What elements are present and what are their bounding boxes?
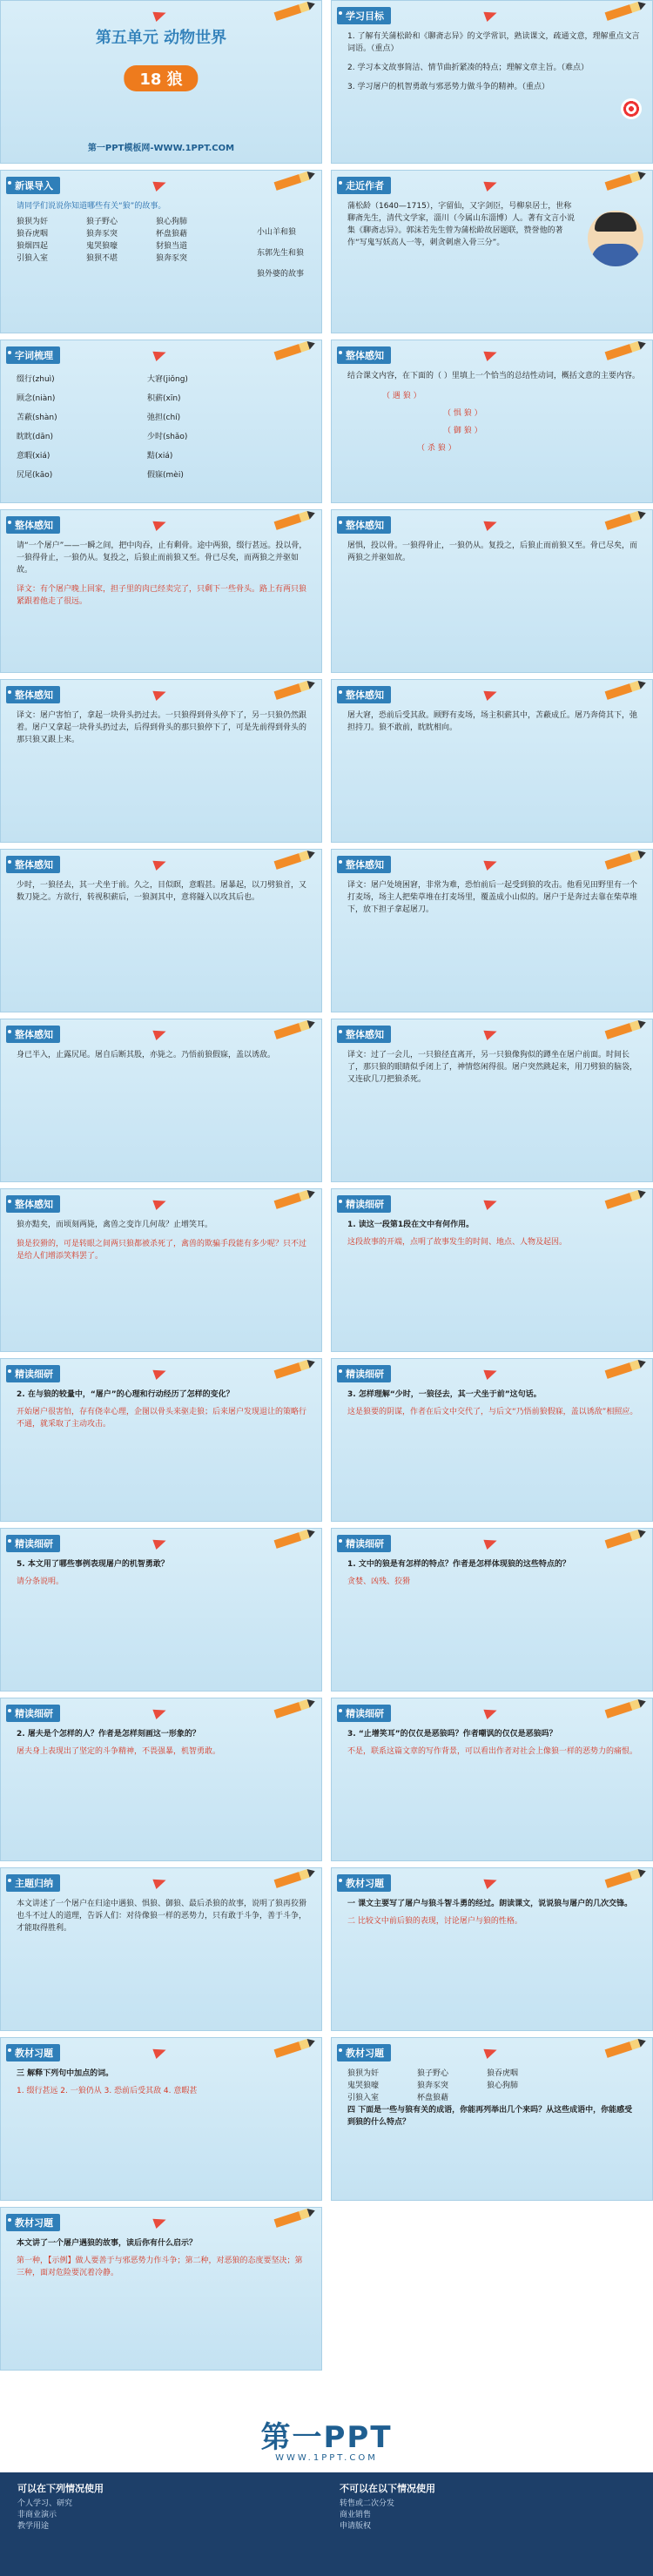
main-text: 译文：过了一会儿，一只狼径直离开，另一只狼像狗似的蹲坐在屠户前面。时间长了，那只狼的眼睛似乎闭上了，神情悠闲得很。屠户突然跳起来，用刀劈狼的脑袋，又连砍几刀把狼杀死。 xyxy=(347,1051,638,1084)
word-item: 黠(xiá) xyxy=(147,452,173,461)
slide-s12 xyxy=(331,849,653,1012)
footer-col-denied xyxy=(340,2481,627,2532)
question-text: 一 课文主要写了屠户与狼斗智斗勇的经过。朗读课文，说说狼与屠户的几次交锋。 xyxy=(347,1900,633,1908)
translation-text: 狼是狡猾的，可是转眼之间两只狼都被杀死了，禽兽的欺骗手段能有多少呢？只不过是给人们增添笑料罢了。 xyxy=(17,1240,307,1261)
idiom-item: 狼吞虎咽 xyxy=(17,230,49,239)
slide-body xyxy=(347,1219,640,1248)
slide-s17 xyxy=(0,1358,322,1522)
section-tag: 整体感知 xyxy=(337,346,391,364)
word-item: 假寐(mèi) xyxy=(147,471,184,480)
author-portrait xyxy=(588,211,643,266)
answer-text: 开始屠户很害怕，存有侥幸心理，企图以骨头来驱走狼；后来屠户发现退让的策略行不通，就采取了主动攻击。 xyxy=(17,1408,307,1429)
idiom-item: 杯盘狼藉 xyxy=(156,230,188,239)
section-tag: 字词梳理 xyxy=(6,346,60,364)
answer-text: 不是，联系这篇文章的写作背景，可以看出作者对社会上像狼一样的恶势力的痛恨。 xyxy=(347,1747,638,1756)
slide-s20 xyxy=(331,1528,653,1692)
slide-body xyxy=(347,2068,640,2134)
slide-body xyxy=(17,710,309,746)
question-text: 四 下面是一些与狼有关的成语，你能再列举出几个来吗？从这些成语中，你能感受到狼的什么特点？ xyxy=(347,2106,633,2127)
plot-node: （ 惧 狼 ） xyxy=(443,409,482,418)
idiom-item: 鬼哭狼嚎 xyxy=(347,2082,380,2090)
section-tag: 教材习题 xyxy=(337,1874,391,1892)
question-text: 2. 屠夫是个怎样的人？作者是怎样刻画这一形象的？ xyxy=(17,1730,200,1739)
slide-s24 xyxy=(331,1867,653,2031)
plot-node: （ 遇 狼 ） xyxy=(382,392,421,400)
main-text: 屠惧，投以骨。一狼得骨止，一狼仍从。复投之，后狼止而前狼又至。骨已尽矣，而两狼之并驱如故。 xyxy=(347,541,638,562)
footer-url[interactable]: WWW.1PPT.COM xyxy=(275,2453,378,2463)
slide-body xyxy=(347,200,576,249)
idiom-item: 狼子野心 xyxy=(86,218,118,226)
section-tag: 整体感知 xyxy=(6,686,60,703)
slide-cover xyxy=(0,0,322,164)
section-tag: 整体感知 xyxy=(337,516,391,534)
section-tag: 精读细研 xyxy=(6,1365,60,1382)
plot-nodes xyxy=(347,387,640,457)
section-tag: 精读细研 xyxy=(337,1535,391,1552)
slide-body xyxy=(347,1558,640,1588)
slide-body xyxy=(17,1219,309,1262)
slide-s14 xyxy=(331,1019,653,1182)
intro-text: 请同学们说说你知道哪些有关“狼”的故事。 xyxy=(17,202,166,211)
slide-background xyxy=(1,2038,321,2200)
answer-text: 这是狼要的阴谋，作者在后文中交代了，与后文“乃悟前狼假寐，盖以诱敌”相照应。 xyxy=(347,1408,638,1416)
section-tag: 整体感知 xyxy=(6,856,60,873)
slide-s6 xyxy=(331,340,653,503)
slide-s26 xyxy=(331,2037,653,2201)
slide-background xyxy=(332,850,652,1012)
slide-background xyxy=(332,1189,652,1351)
portrait-robe xyxy=(591,244,640,266)
answer-text: 这段故事的开端，点明了故事发生的时间、地点、人物及起因。 xyxy=(347,1238,568,1247)
slide-background xyxy=(332,1529,652,1691)
footer-col-title: 不可以在以下情况使用 xyxy=(340,2483,435,2494)
main-text: 译文：屠户处境困窘，非常为难，恐怕前后一起受到狼的攻击。他看见田野里有一个打麦场，场主人把柴草堆在打麦场里，覆盖成小山似的。屠户于是奔过去靠在柴草堆下，放下担子拿起屠刀。 xyxy=(347,881,638,914)
main-text: 本文讲述了一个屠户在归途中遇狼、惧狼、御狼、最后杀狼的故事，说明了狼再狡猾也斗不过人的道理，告诉人们：对待像狼一样的恶势力，只有敢于斗争，善于斗争，才能取得胜利。 xyxy=(17,1900,307,1933)
footer-list xyxy=(17,2499,305,2532)
section-tag: 主题归纳 xyxy=(6,1874,60,1892)
slide-s2 xyxy=(331,0,653,164)
section-tag: 走近作者 xyxy=(337,177,391,194)
word-item: 积薪(xīn) xyxy=(147,394,181,403)
idiom-item: 狼狈为奸 xyxy=(17,218,49,226)
slide-body xyxy=(17,1558,309,1588)
idiom-item: 狼狈为奸 xyxy=(347,2069,380,2078)
idiom-item: 狼奔豕突 xyxy=(417,2082,449,2090)
slide-s16 xyxy=(331,1188,653,1352)
idiom-item: 狼奔豕突 xyxy=(156,254,188,263)
slide-s25 xyxy=(0,2037,322,2201)
objective-item: 3. 学习屠户的机智勇敢与邪恶势力做斗争的精神。（重点） xyxy=(347,83,549,91)
slide-s19 xyxy=(0,1528,322,1692)
word-item: 顾念(niàn) xyxy=(17,394,56,403)
word-item: 意暇(xiá) xyxy=(17,452,50,461)
slide-background xyxy=(1,1529,321,1691)
idiom-item: 狼心狗肺 xyxy=(156,218,188,226)
slide-background xyxy=(1,1019,321,1181)
slide-body xyxy=(17,1728,309,1758)
section-tag: 新课导入 xyxy=(6,177,60,194)
slide-background xyxy=(332,1019,652,1181)
slide-body xyxy=(347,540,640,564)
idiom-list xyxy=(347,2068,640,2104)
footer-list-item: 个人学习、研究 xyxy=(17,2499,73,2508)
slide-body xyxy=(347,1389,640,1418)
section-tag: 教材习题 xyxy=(6,2214,60,2231)
word-item: 缀行(zhuì) xyxy=(17,375,55,384)
slide-body xyxy=(17,1389,309,1430)
slide-body xyxy=(17,2237,309,2279)
footer xyxy=(0,2401,653,2576)
objective-item: 2. 学习本文故事简洁、情节曲折紧凑的特点；理解文章主旨。（难点） xyxy=(347,64,589,72)
question-text: 3. “止增笑耳”的仅仅是恶狼吗？作者嘲讽的仅仅是恶狼吗？ xyxy=(347,1730,557,1739)
footer-list xyxy=(340,2499,627,2532)
slide-body xyxy=(17,1898,309,1934)
slide-background xyxy=(332,1868,652,2030)
question-text: 三 解释下列句中加点的词。 xyxy=(17,2069,114,2078)
side-item: 狼外婆的故事 xyxy=(256,270,304,279)
answer-text: 二 比较文中前后狼的表现，讨论屠户与狼的性格。 xyxy=(347,1917,522,1926)
slide-body xyxy=(17,370,309,485)
portrait-hat xyxy=(595,212,636,232)
section-tag: 精读细研 xyxy=(6,1535,60,1552)
answer-text: 第一种，【示例】做人要善于与邪恶势力作斗争；第二种，对恶狼的态度要坚决；第三种，面对危险要沉着冷静。 xyxy=(17,2257,303,2277)
slide-body xyxy=(347,710,640,734)
slide-s10 xyxy=(331,679,653,843)
slide-s11 xyxy=(0,849,322,1012)
idiom-item: 引狼入室 xyxy=(17,254,49,263)
slide-background xyxy=(1,680,321,842)
slide-background xyxy=(1,1189,321,1351)
slide-s3 xyxy=(0,170,322,333)
idiom-item: 狼狈不堪 xyxy=(86,254,118,263)
slide-body xyxy=(17,879,309,904)
footer-list-item: 转售或二次分发 xyxy=(340,2499,395,2508)
footer-bar xyxy=(0,2472,653,2576)
slide-body xyxy=(17,200,309,279)
slide-s8 xyxy=(331,509,653,673)
lesson-badge: 18 狼 xyxy=(124,65,198,91)
idiom-item: 狼吞虎咽 xyxy=(487,2069,519,2078)
section-tag: 整体感知 xyxy=(6,1026,60,1043)
section-tag: 整体感知 xyxy=(337,856,391,873)
main-text: 请“一个屠户”——一瞬之间，把中肉吞，止有剩骨。途中两狼，缀行甚远。投以骨，一狼得骨止，一狼仍从。复投之，后狼止而前狼又至。骨已尽矣，而两狼之并驱如故。 xyxy=(17,541,307,575)
word-item: 少时(shǎo) xyxy=(147,433,188,441)
main-text: 蒲松龄（1640—1715），字留仙，又字剑臣，号柳泉居士，世称聊斋先生，清代文学家，淄川（今属山东淄博）人。著有文言小说集《聊斋志异》。郭沫若先生曾为蒲松龄故居题联，赞誉他的著作“写鬼写妖高人一等，刺贪刺虐入骨三分”。 xyxy=(347,202,576,247)
section-tag: 整体感知 xyxy=(6,516,60,534)
slide-s22 xyxy=(331,1698,653,1861)
slide-body xyxy=(17,540,309,608)
main-text: 屠大窘，恐前后受其敌。顾野有麦场，场主积薪其中，苫蔽成丘。屠乃奔倚其下，弛担持刀。狼不敢前，眈眈相向。 xyxy=(347,711,638,732)
main-text: 结合课文内容，在下面的（ ）里填上一个恰当的总结性动词，概括文意的主要内容。 xyxy=(347,372,640,380)
idiom-item: 狼奔豕突 xyxy=(86,230,118,239)
idiom-item: 狼烟四起 xyxy=(17,242,49,251)
side-item: 小山羊和狼 xyxy=(256,228,296,237)
section-tag: 精读细研 xyxy=(337,1195,391,1213)
slide-background xyxy=(1,1359,321,1521)
footer-list-item: 非商业演示 xyxy=(17,2511,57,2519)
target-icon xyxy=(621,98,642,119)
word-item: 大窘(jiǒng) xyxy=(147,375,188,384)
question-text: 本文讲了一个屠户遇狼的故事，读后你有什么启示？ xyxy=(17,2239,198,2248)
slide-s9 xyxy=(0,679,322,843)
plot-node: （ 杀 狼 ） xyxy=(417,444,456,453)
footer-list-item: 商业销售 xyxy=(340,2511,372,2519)
slide-s21 xyxy=(0,1698,322,1861)
section-tag: 精读细研 xyxy=(337,1365,391,1382)
footer-col-allowed xyxy=(17,2481,305,2532)
translation-text: 译文：有个屠户晚上回家，担子里的肉已经卖完了，只剩下一些骨头。路上有两只狼紧跟着他走了很远。 xyxy=(17,585,307,606)
slide-body xyxy=(347,1049,640,1086)
unit-title: 第五单元 动物世界 xyxy=(95,29,227,47)
word-item: 眈眈(dān) xyxy=(17,433,53,441)
slide-s23 xyxy=(0,1867,322,2031)
question-text: 5. 本文用了哪些事例表现屠户的机智勇敢？ xyxy=(17,1560,169,1569)
slide-background xyxy=(332,1698,652,1860)
site-label: 第一PPT模板网-WWW.1PPT.COM xyxy=(87,144,235,153)
slide-background xyxy=(332,510,652,672)
section-tag: 教材习题 xyxy=(337,2044,391,2061)
main-text: 身已半入，止露尻尾。屠自后断其股，亦毙之。乃悟前狼假寐，盖以诱敌。 xyxy=(17,1051,276,1059)
slide-background xyxy=(1,850,321,1012)
side-list xyxy=(257,226,304,289)
slide-s5 xyxy=(0,340,322,503)
word-item: 弛担(chí) xyxy=(147,414,181,422)
objective-item: 1. 了解有关蒲松龄和《聊斋志异》的文学常识，熟读课文，疏通文意，理解重点文言词语。（重点） xyxy=(347,32,640,53)
slide-body xyxy=(347,30,640,100)
footer-list-item: 教学用途 xyxy=(17,2522,50,2531)
slide-s18 xyxy=(331,1358,653,1522)
slide-background xyxy=(1,1698,321,1860)
section-tag: 精读细研 xyxy=(6,1705,60,1722)
question-text: 1. 文中的狼是有怎样的特点？作者是怎样体现狼的这些特点的？ xyxy=(347,1560,570,1569)
question-text: 1. 读这一段第1段在文中有何作用。 xyxy=(347,1221,475,1229)
main-text: 译文：屠户害怕了，拿起一块骨头扔过去。一只狼得到骨头停下了，另一只狼仍然跟着。屠户又拿起一块骨头扔过去，后得到骨头的那只狼停下了，可是先前得到骨头的那只狼又跟上来。 xyxy=(17,711,307,744)
main-text: 狼亦黠矣，而顷刻两毙，禽兽之变诈几何哉？止增笑耳。 xyxy=(17,1221,213,1229)
section-tag: 教材习题 xyxy=(6,2044,60,2061)
idiom-item: 鬼哭狼嚎 xyxy=(86,242,118,251)
answer-text: 屠夫身上表现出了坚定的斗争精神，不畏强暴，机智勇敢。 xyxy=(17,1747,221,1756)
word-item: 苫蔽(shàn) xyxy=(17,414,57,422)
section-tag: 精读细研 xyxy=(337,1705,391,1722)
idiom-item: 狼心狗肺 xyxy=(487,2082,519,2090)
section-tag: 学习目标 xyxy=(337,7,391,24)
side-item: 东郭先生和狼 xyxy=(256,249,304,258)
slide-body xyxy=(347,1898,640,1927)
question-text: 3. 怎样理解“少时，一狼径去，其一犬坐于前”这句话。 xyxy=(347,1390,542,1399)
slide-background xyxy=(332,1359,652,1521)
plot-node: （ 御 狼 ） xyxy=(443,427,482,435)
idiom-item: 杯盘狼藉 xyxy=(417,2094,449,2102)
slide-background xyxy=(1,2208,321,2370)
word-item: 尻尾(kāo) xyxy=(17,471,53,480)
idiom-item: 豺狼当道 xyxy=(156,242,188,251)
slide-s27 xyxy=(0,2207,322,2371)
footer-logo: 第一PPT xyxy=(260,2420,393,2455)
answer-text: 贪婪、凶残、狡猾 xyxy=(347,1577,411,1586)
footer-list-item: 申请版权 xyxy=(340,2522,372,2531)
slide-s15 xyxy=(0,1188,322,1352)
footer-col-title: 可以在下列情况使用 xyxy=(17,2483,104,2494)
section-tag: 整体感知 xyxy=(337,1026,391,1043)
slide-body xyxy=(347,1728,640,1758)
answer-text: 请分条说明。 xyxy=(17,1577,64,1586)
slide-s7 xyxy=(0,509,322,673)
section-tag: 整体感知 xyxy=(6,1195,60,1213)
main-text: 少时，一狼径去，其一犬坐于前。久之，目似瞑，意暇甚。屠暴起，以刀劈狼首，又数刀毙之。方欲行，转视积薪后，一狼洞其中，意将隧入以攻其后也。 xyxy=(17,881,307,902)
section-tag: 整体感知 xyxy=(337,686,391,703)
slide-s13 xyxy=(0,1019,322,1182)
slide-s4 xyxy=(331,170,653,333)
slide-background xyxy=(332,680,652,842)
answer-text: 1. 缀行甚远 2. 一狼仍从 3. 恐前后受其敌 4. 意暇甚 xyxy=(17,2087,198,2095)
slide-body xyxy=(17,2068,309,2097)
slide-background xyxy=(1,1868,321,2030)
question-text: 2. 在与狼的较量中，“屠户”的心理和行动经历了怎样的变化？ xyxy=(17,1390,234,1399)
slide-body xyxy=(347,879,640,916)
word-list xyxy=(17,370,309,485)
idiom-item: 引狼入室 xyxy=(347,2094,380,2102)
idiom-item: 狼子野心 xyxy=(417,2069,449,2078)
slide-body xyxy=(17,1049,309,1061)
slide-body xyxy=(347,370,640,457)
